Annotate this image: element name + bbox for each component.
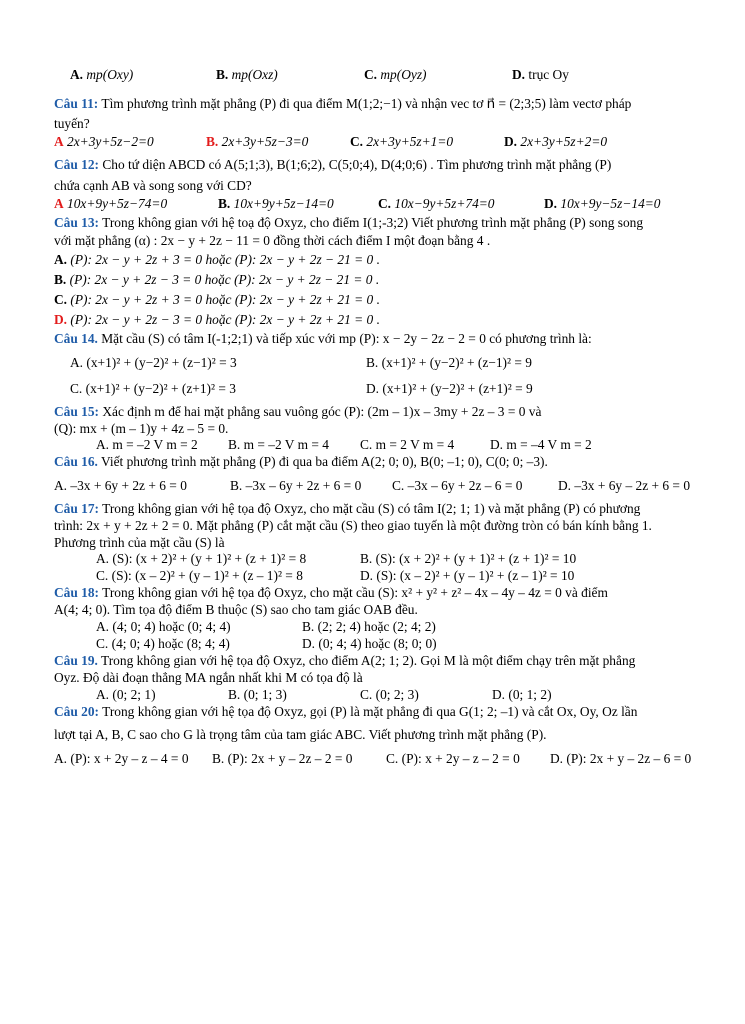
option-text: (x+1)² + (y−2)² + (z−1)² = 9 bbox=[381, 355, 532, 370]
option-letter: A. bbox=[54, 252, 68, 267]
q13-stem-cont: với mặt phẳng (α) : 2x − y + 2z − 11 = 0 đồng thời cách điểm I một đoạn bằng 4 . bbox=[54, 233, 491, 248]
q14-option-a bbox=[70, 354, 237, 372]
option-text: 10x−9y+5z+74=0 bbox=[394, 196, 495, 211]
option-text: m = –2 V m = 2 bbox=[112, 437, 198, 452]
option-letter: B. bbox=[302, 619, 315, 634]
option-text: mp(Oxz) bbox=[231, 67, 278, 82]
option-letter: A. bbox=[96, 437, 110, 452]
option-text: (S): (x – 2)² + (y – 1)² + (z – 1)² = 8 bbox=[111, 568, 303, 583]
option-letter: D. bbox=[504, 134, 518, 149]
q20-option-b bbox=[212, 750, 352, 768]
option-letter: B. bbox=[218, 196, 231, 211]
q12-stem bbox=[54, 156, 611, 174]
q20-option-a bbox=[54, 750, 189, 768]
option-text: 10x+9y+5z−74=0 bbox=[67, 196, 168, 211]
option-text: m = –2 V m = 4 bbox=[243, 437, 329, 452]
option-text: –3x – 6y + 2z – 6 = 0 bbox=[407, 478, 523, 493]
q12-stem-cont: chứa cạnh AB và song song với CD? bbox=[54, 178, 252, 193]
option-text: (P): 2x − y + 2z + 3 = 0 hoặc (P): 2x − y + 2z − 21 = 0 . bbox=[70, 252, 380, 267]
question-text: Trong không gian với hệ tọa độ Oxyz, cho mặt cầu (S) có tâm I(2; 1; 1) và mặt phẳng (P) có phương bbox=[102, 501, 641, 516]
option-letter: D. bbox=[54, 312, 68, 327]
question-text: Trong không gian với hệ tọa độ Oxyz, gọi (P) là mặt phẳng đi qua G(1; 2; –1) và cắt Ox, Oy, Oz lần bbox=[102, 704, 638, 719]
option-letter: C. bbox=[364, 67, 378, 82]
q16-stem bbox=[54, 453, 548, 471]
option-letter: A. bbox=[54, 751, 68, 766]
q18-option-c bbox=[96, 635, 230, 653]
question-text: Viết phương trình mặt phẳng (P) đi qua ba điểm A(2; 0; 0), B(0; –1; 0), C(0; 0; –3). bbox=[101, 454, 548, 469]
option-letter: B. bbox=[54, 272, 67, 287]
q19-option-d bbox=[492, 686, 552, 704]
option-letter: D. bbox=[550, 751, 564, 766]
option-text: 10x+9y+5z−14=0 bbox=[233, 196, 334, 211]
q15-option-c bbox=[360, 436, 454, 454]
prev-option-a bbox=[70, 66, 133, 84]
option-letter: D. bbox=[544, 196, 558, 211]
option-text: (0; 2; 1) bbox=[112, 687, 156, 702]
q17-option-b bbox=[360, 550, 576, 568]
option-letter: A. bbox=[70, 67, 84, 82]
q16-option-a bbox=[54, 477, 187, 495]
q18-option-d bbox=[302, 635, 437, 653]
q11-option-a bbox=[54, 133, 154, 151]
option-text: 2x+3y+5z+2=0 bbox=[520, 134, 608, 149]
option-text: –3x – 6y + 2z + 6 = 0 bbox=[245, 478, 362, 493]
option-letter: C. bbox=[70, 381, 83, 396]
question-number: Câu 14. bbox=[54, 331, 98, 346]
q18-option-b bbox=[302, 618, 436, 636]
q17-stem-cont-2: Phương trình của mặt cầu (S) là bbox=[54, 535, 225, 550]
option-text: (S): (x + 2)² + (y + 1)² + (z + 1)² = 8 bbox=[112, 551, 307, 566]
option-letter: D. bbox=[360, 568, 374, 583]
q14-stem bbox=[54, 330, 592, 348]
option-letter: A. bbox=[96, 687, 110, 702]
option-text: (S): (x + 2)² + (y + 1)² + (z + 1)² = 10 bbox=[375, 551, 577, 566]
q13-stem bbox=[54, 214, 643, 232]
q11-stem bbox=[54, 95, 631, 113]
q19-stem bbox=[54, 652, 635, 670]
question-number: Câu 19. bbox=[54, 653, 98, 668]
q13-option-b bbox=[54, 271, 379, 289]
option-text: (P): 2x + y – 2z – 2 = 0 bbox=[227, 751, 353, 766]
option-text: (P): x + 2y – z – 4 = 0 bbox=[70, 751, 189, 766]
option-text: 10x+9y−5z−14=0 bbox=[560, 196, 661, 211]
question-number: Câu 18: bbox=[54, 585, 100, 600]
question-text: Mặt cầu (S) có tâm I(-1;2;1) và tiếp xúc với mp (P): x − 2y − 2z − 2 = 0 có phương trình là: bbox=[101, 331, 592, 346]
option-text: (P): 2x − y + 2z − 3 = 0 hoặc (P): 2x − y + 2z + 21 = 0 . bbox=[70, 312, 380, 327]
q13-option-c bbox=[54, 291, 380, 309]
question-number: Câu 20: bbox=[54, 704, 100, 719]
option-text: m = 2 V m = 4 bbox=[375, 437, 455, 452]
q12-option-d bbox=[544, 195, 661, 213]
option-letter: D. bbox=[512, 67, 526, 82]
option-letter: C. bbox=[96, 636, 109, 651]
q19-option-a bbox=[96, 686, 156, 704]
option-letter: D. bbox=[492, 687, 506, 702]
q19-option-c bbox=[360, 686, 419, 704]
q15-option-b bbox=[228, 436, 329, 454]
option-text: (0; 1; 3) bbox=[243, 687, 287, 702]
q14-option-c bbox=[70, 380, 236, 398]
q13-option-d bbox=[54, 311, 380, 329]
q16-option-c bbox=[392, 477, 522, 495]
q16-option-b bbox=[230, 477, 361, 495]
q19-stem-cont: Oyz. Độ dài đoạn thẳng MA ngắn nhất khi M có tọa độ là bbox=[54, 670, 363, 685]
q15-stem-cont: (Q): mx + (m – 1)y + 4z – 5 = 0. bbox=[54, 421, 229, 436]
q15-option-a bbox=[96, 436, 198, 454]
option-text: (P): x + 2y – z – 2 = 0 bbox=[401, 751, 520, 766]
question-number: Câu 11: bbox=[54, 96, 99, 111]
option-letter: D. bbox=[490, 437, 504, 452]
option-text: (x+1)² + (y−2)² + (z+1)² = 3 bbox=[85, 381, 236, 396]
option-letter: B. bbox=[228, 687, 241, 702]
option-letter: C. bbox=[378, 196, 392, 211]
q18-stem-cont: A(4; 4; 0). Tìm tọa độ điểm B thuộc (S) sao cho tam giác OAB đều. bbox=[54, 602, 418, 617]
option-letter: A bbox=[54, 196, 64, 211]
option-text: (4; 0; 4) hoặc (8; 4; 4) bbox=[111, 636, 230, 651]
question-number: Câu 17: bbox=[54, 501, 100, 516]
option-text: (2; 2; 4) hoặc (2; 4; 2) bbox=[317, 619, 436, 634]
q14-option-d bbox=[366, 380, 533, 398]
q20-option-d bbox=[550, 750, 691, 768]
option-letter: A. bbox=[54, 478, 68, 493]
option-letter: C. bbox=[392, 478, 405, 493]
q16-option-d bbox=[558, 477, 690, 495]
q12-option-c bbox=[378, 195, 495, 213]
option-text: mp(Oyz) bbox=[380, 67, 427, 82]
option-text: (P): 2x + y – 2z – 6 = 0 bbox=[566, 751, 692, 766]
option-letter: B. bbox=[216, 67, 229, 82]
q11-option-c bbox=[350, 133, 453, 151]
option-letter: D. bbox=[302, 636, 316, 651]
option-letter: B. bbox=[228, 437, 241, 452]
q11-option-d bbox=[504, 133, 607, 151]
question-number: Câu 13: bbox=[54, 215, 100, 230]
q12-option-a bbox=[54, 195, 167, 213]
option-text: (P): 2x − y + 2z + 3 = 0 hoặc (P): 2x − y + 2z + 21 = 0 . bbox=[70, 292, 380, 307]
option-letter: B. bbox=[206, 134, 219, 149]
question-text: Xác định m để hai mặt phẳng sau vuông góc (P): (2m – 1)x – 3my + 2z – 3 = 0 và bbox=[102, 404, 542, 419]
option-letter: A bbox=[54, 134, 64, 149]
option-letter: C. bbox=[96, 568, 109, 583]
question-text: Trong không gian với hệ toạ độ Oxyz, cho điểm I(1;-3;2) Viết phương trình mặt phẳng (P) song song bbox=[102, 215, 644, 230]
option-text: trục Oy bbox=[528, 67, 569, 82]
option-text: 2x+3y+5z−2=0 bbox=[67, 134, 154, 149]
prev-option-b bbox=[216, 66, 278, 84]
option-text: (4; 0; 4) hoặc (0; 4; 4) bbox=[112, 619, 231, 634]
option-text: (x+1)² + (y−2)² + (z+1)² = 9 bbox=[382, 381, 533, 396]
option-text: 2x+3y+5z−3=0 bbox=[221, 134, 309, 149]
option-letter: C. bbox=[360, 437, 373, 452]
option-letter: A. bbox=[70, 355, 84, 370]
q20-stem-cont: lượt tại A, B, C sao cho G là trọng tâm của tam giác ABC. Viết phương trình mặt phẳng (P). bbox=[54, 727, 547, 742]
q13-option-a bbox=[54, 251, 380, 269]
q11-stem-cont: tuyến? bbox=[54, 116, 90, 131]
option-letter: C. bbox=[360, 687, 373, 702]
q17-option-c bbox=[96, 567, 303, 585]
option-letter: B. bbox=[360, 551, 373, 566]
question-text: Cho tứ diện ABCD có A(5;1;3), B(1;6;2), C(5;0;4), D(4;0;6) . Tìm phương trình mặt phẳng (P) bbox=[102, 157, 612, 172]
option-text: (P): 2x − y + 2z − 3 = 0 hoặc (P): 2x − y + 2z − 21 = 0 . bbox=[69, 272, 380, 287]
option-text: (0; 1; 2) bbox=[508, 687, 552, 702]
question-number: Câu 15: bbox=[54, 404, 100, 419]
prev-option-c bbox=[364, 66, 427, 84]
q15-stem bbox=[54, 403, 541, 421]
question-number: Câu 12: bbox=[54, 157, 100, 172]
q18-option-a bbox=[96, 618, 231, 636]
q17-stem bbox=[54, 500, 640, 518]
option-text: –3x + 6y + 2z + 6 = 0 bbox=[70, 478, 187, 493]
prev-option-d bbox=[512, 66, 569, 84]
option-text: 2x+3y+5z+1=0 bbox=[366, 134, 454, 149]
q20-option-c bbox=[386, 750, 520, 768]
option-letter: C. bbox=[386, 751, 399, 766]
option-letter: B. bbox=[212, 751, 225, 766]
option-text: (x+1)² + (y−2)² + (z−1)² = 3 bbox=[86, 355, 237, 370]
option-letter: D. bbox=[366, 381, 380, 396]
option-letter: A. bbox=[96, 619, 110, 634]
question-text: Trong không gian với hệ tọa độ Oxyz, cho mặt cầu (S): x² + y² + z² – 4x – 4y – 4z = 0 và điểm bbox=[102, 585, 608, 600]
q18-stem bbox=[54, 584, 608, 602]
q12-option-b bbox=[218, 195, 334, 213]
option-text: m = –4 V m = 2 bbox=[506, 437, 592, 452]
question-text: Tìm phương trình mặt phẳng (P) đi qua điểm M(1;2;−1) và nhận vec tơ n⃗ = (2;3;5) làm vectơ pháp bbox=[101, 96, 632, 111]
option-letter: D. bbox=[558, 478, 572, 493]
option-letter: C. bbox=[350, 134, 364, 149]
option-letter: A. bbox=[96, 551, 110, 566]
option-text: –3x + 6y – 2z + 6 = 0 bbox=[574, 478, 691, 493]
option-text: (0; 4; 4) hoặc (8; 0; 0) bbox=[318, 636, 437, 651]
q19-option-b bbox=[228, 686, 287, 704]
option-letter: B. bbox=[366, 355, 379, 370]
q20-stem bbox=[54, 703, 637, 721]
question-number: Câu 16. bbox=[54, 454, 98, 469]
option-text: (S): (x – 2)² + (y – 1)² + (z – 1)² = 10 bbox=[376, 568, 575, 583]
q11-option-b bbox=[206, 133, 308, 151]
option-text: (0; 2; 3) bbox=[375, 687, 419, 702]
option-text: mp(Oxy) bbox=[86, 67, 134, 82]
q17-option-d bbox=[360, 567, 574, 585]
question-text: Trong không gian với hệ tọa độ Oxyz, cho điểm A(2; 1; 2). Gọi M là một điểm chạy trên mặt phẳng bbox=[101, 653, 636, 668]
option-letter: C. bbox=[54, 292, 68, 307]
q17-option-a bbox=[96, 550, 306, 568]
option-letter: B. bbox=[230, 478, 243, 493]
q15-option-d bbox=[490, 436, 592, 454]
q14-option-b bbox=[366, 354, 532, 372]
q17-stem-cont: trình: 2x + y + 2z + 2 = 0. Mặt phẳng (P) cắt mặt cầu (S) theo giao tuyến là một đường tròn có bán kính bằng 1. bbox=[54, 518, 652, 533]
